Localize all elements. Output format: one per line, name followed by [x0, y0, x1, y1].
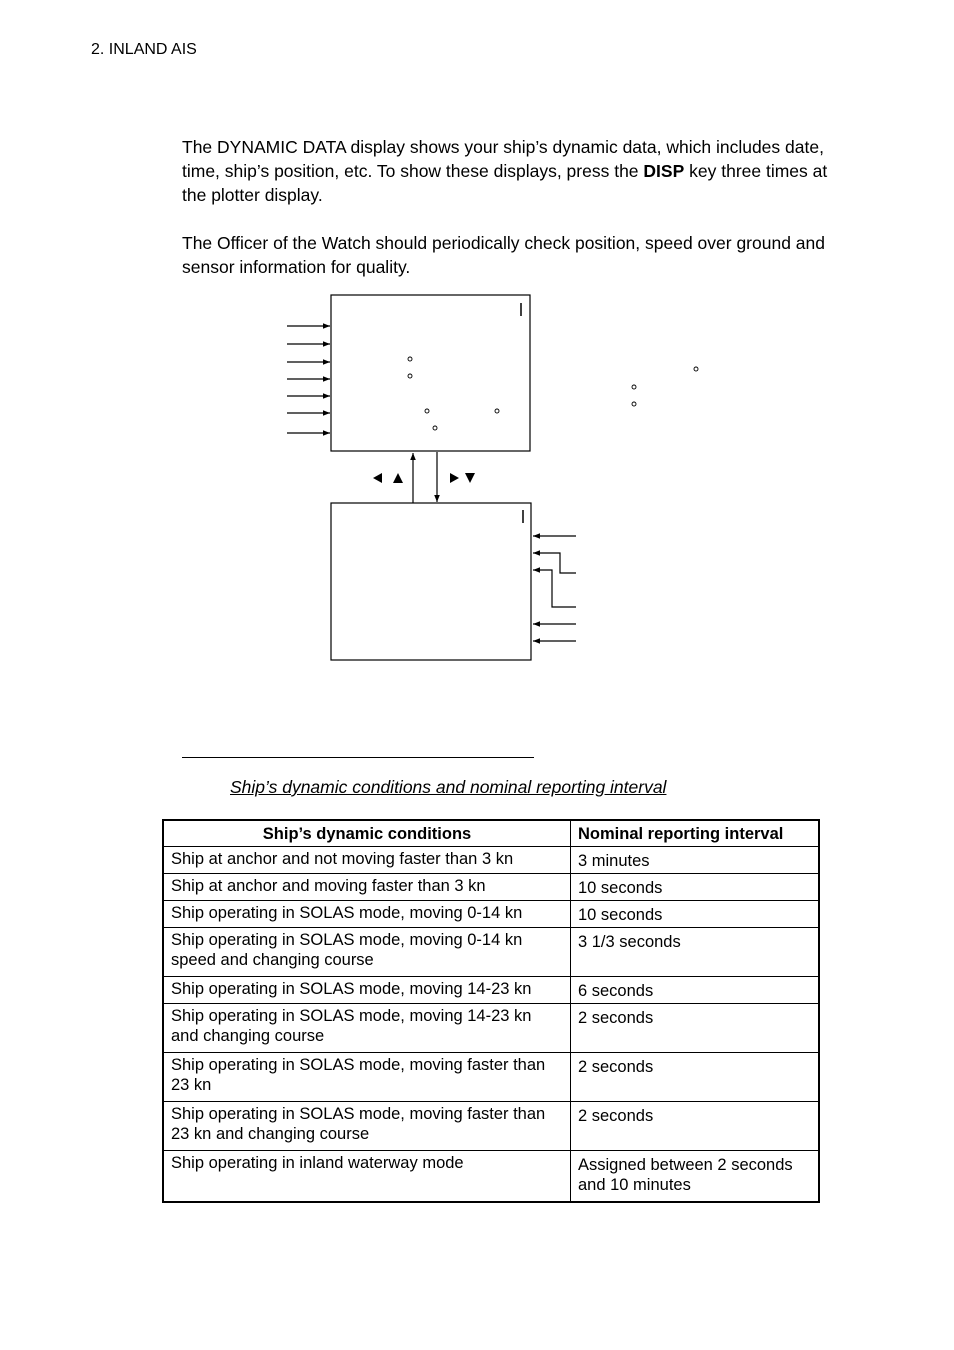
column-header-interval: Nominal reporting interval	[571, 820, 820, 847]
condition-cell: Ship at anchor and moving faster than 3 kn	[163, 874, 571, 901]
disp-key-label: DISP	[643, 161, 685, 181]
lower-unit-box	[331, 503, 531, 660]
table-row	[163, 847, 819, 874]
table-row	[163, 1004, 819, 1053]
interval-cell: 3 1/3 seconds	[571, 928, 820, 977]
interval-cell: Assigned between 2 seconds and 10 minutes	[571, 1151, 820, 1203]
condition-cell: Ship operating in SOLAS mode, moving 14-23 kn and changing course	[163, 1004, 571, 1053]
interval-cell: 6 seconds	[571, 977, 820, 1004]
table-row	[163, 1102, 819, 1151]
condition-cell: Ship operating in SOLAS mode, moving 14-23 kn	[163, 977, 571, 1004]
table-header-row	[163, 820, 819, 847]
upper-unit-box	[331, 295, 530, 451]
interval-cell: 2 seconds	[571, 1004, 820, 1053]
column-header-conditions: Ship’s dynamic conditions	[163, 820, 571, 847]
table-row	[163, 928, 819, 977]
reporting-interval-table	[162, 819, 820, 1203]
table-row	[163, 874, 819, 901]
condition-cell: Ship operating in SOLAS mode, moving 0-14 kn	[163, 901, 571, 928]
section-divider	[182, 757, 534, 758]
interval-cell: 2 seconds	[571, 1053, 820, 1102]
direction-symbols	[373, 473, 475, 483]
table-row	[163, 901, 819, 928]
triangle-right-icon	[450, 473, 459, 483]
table-row	[163, 1053, 819, 1102]
table-row	[163, 977, 819, 1004]
condition-cell: Ship operating in inland waterway mode	[163, 1151, 571, 1203]
diagram-circles	[408, 357, 698, 430]
condition-cell: Ship operating in SOLAS mode, moving faster than 23 kn and changing course	[163, 1102, 571, 1151]
table-row	[163, 1151, 819, 1203]
intro-text-end: key three times at the plotter display.	[182, 161, 828, 205]
interval-cell: 2 seconds	[571, 1102, 820, 1151]
triangle-left-icon	[373, 473, 382, 483]
condition-cell: Ship operating in SOLAS mode, moving 0-14 kn speed and changing course	[163, 928, 571, 977]
interval-cell: 10 seconds	[571, 901, 820, 928]
triangle-down-icon	[465, 473, 475, 483]
condition-cell: Ship operating in SOLAS mode, moving faster than 23 kn	[163, 1053, 571, 1102]
upper-input-arrows	[287, 326, 330, 433]
interval-cell: 10 seconds	[571, 874, 820, 901]
interval-cell: 3 minutes	[571, 847, 820, 874]
table-caption: Ship’s dynamic conditions and nominal reporting interval	[230, 777, 667, 797]
condition-cell: Ship at anchor and not moving faster than 3 kn	[163, 847, 571, 874]
intro-text-start: The DYNAMIC DATA display shows your ship’s dynamic data, which includes date, time, ship’s position, etc. To show these displays, press the	[182, 137, 824, 181]
section-header: 2. INLAND AIS	[91, 41, 197, 58]
triangle-up-icon	[393, 473, 403, 483]
lower-input-arrows	[533, 536, 576, 641]
officer-paragraph: The Officer of the Watch should periodically check position, speed over ground and sensor information for quality.	[182, 233, 826, 277]
